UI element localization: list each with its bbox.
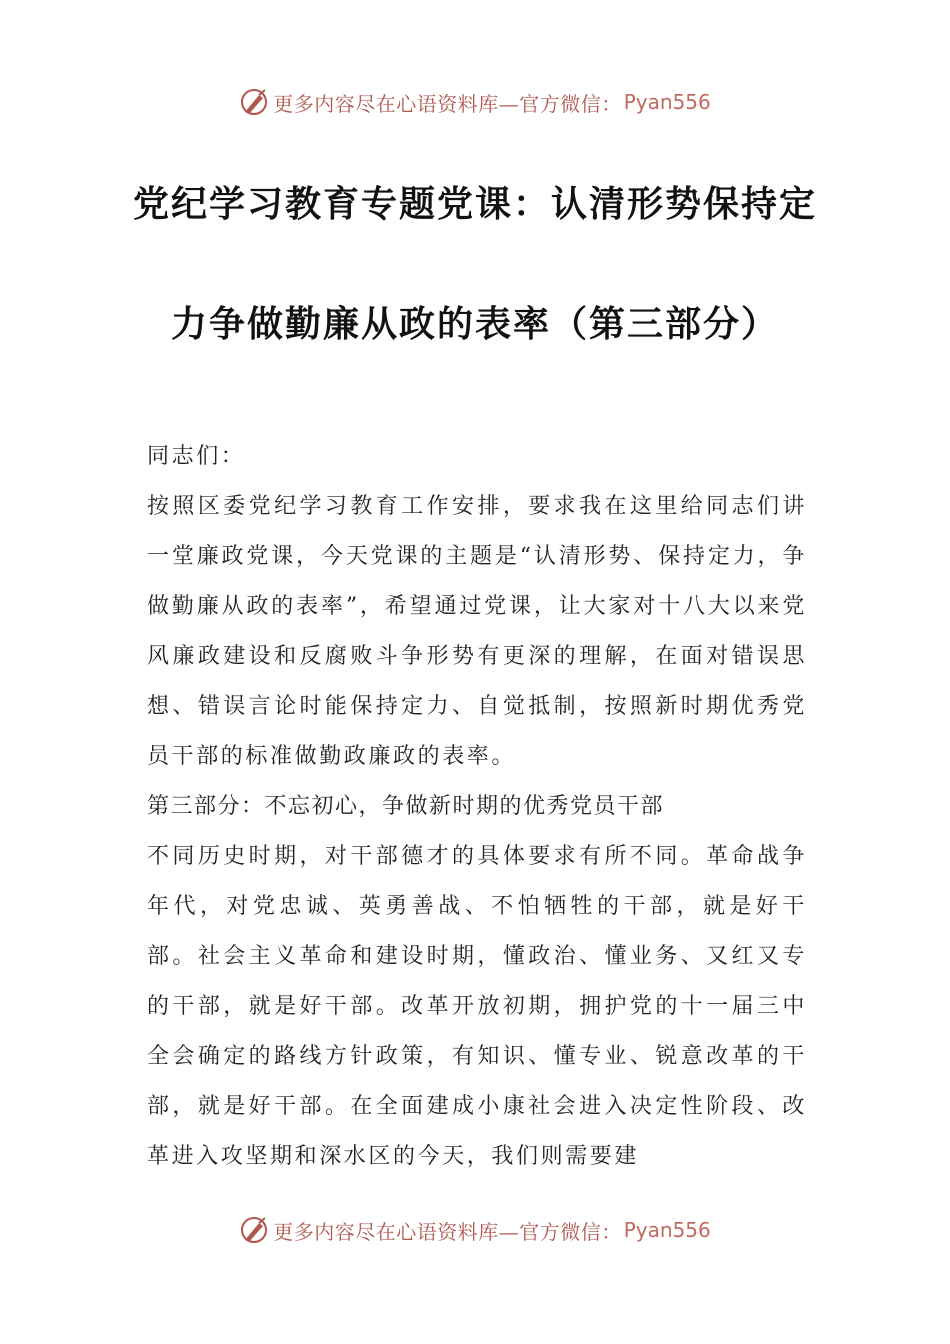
pen-logo-icon: [239, 87, 269, 117]
document-body: [147, 432, 807, 1182]
pen-logo-icon: [239, 1215, 269, 1245]
greeting: 同志们：: [147, 444, 246, 469]
footer-banner: [0, 1210, 950, 1250]
intro-paragraph: 按照区委党纪学习教育工作安排，要求我在这里给同志们讲一堂廉政党课，今天党课的主题是“认清形势、保持定力，争做勤廉从政的表率”，希望通过党课，让大家对十八大以来党风廉政建设和反腐败斗争形势有更深的理解，在面对错误思想、错误言论时能保持定力、自觉抵制，按照新时期优秀党员干部的标准做勤政廉政的表率。: [147, 494, 807, 769]
section-paragraph: 不同历史时期，对干部德才的具体要求有所不同。革命战争年代，对党忠诚、英勇善战、不怕牺牲的干部，就是好干部。社会主义革命和建设时期，懂政治、懂业务、又红又专的干部，就是好干部。改革开放初期，拥护党的十一届三中全会确定的路线方针政策，有知识、懂专业、锐意改革的干部，就是好干部。在全面建成小康社会进入决定性阶段、改革进入攻坚期和深水区的今天，我们则需要建: [147, 844, 807, 1169]
page-title-line-1: 党纪学习教育专题党课：认清形势保持定: [132, 184, 817, 225]
banner-wechat-id: Pyan556: [623, 90, 711, 114]
section-heading: 第三部分：不忘初心，争做新时期的优秀党员干部: [147, 794, 665, 819]
banner-text: 更多内容尽在心语资料库—官方微信：: [273, 1219, 622, 1244]
header-banner: [0, 82, 950, 122]
banner-wechat-id: Pyan556: [623, 1218, 711, 1242]
page-title-line-2: 力争做勤廉从政的表率（第三部分）: [170, 304, 779, 345]
banner-text: 更多内容尽在心语资料库—官方微信：: [273, 91, 622, 116]
